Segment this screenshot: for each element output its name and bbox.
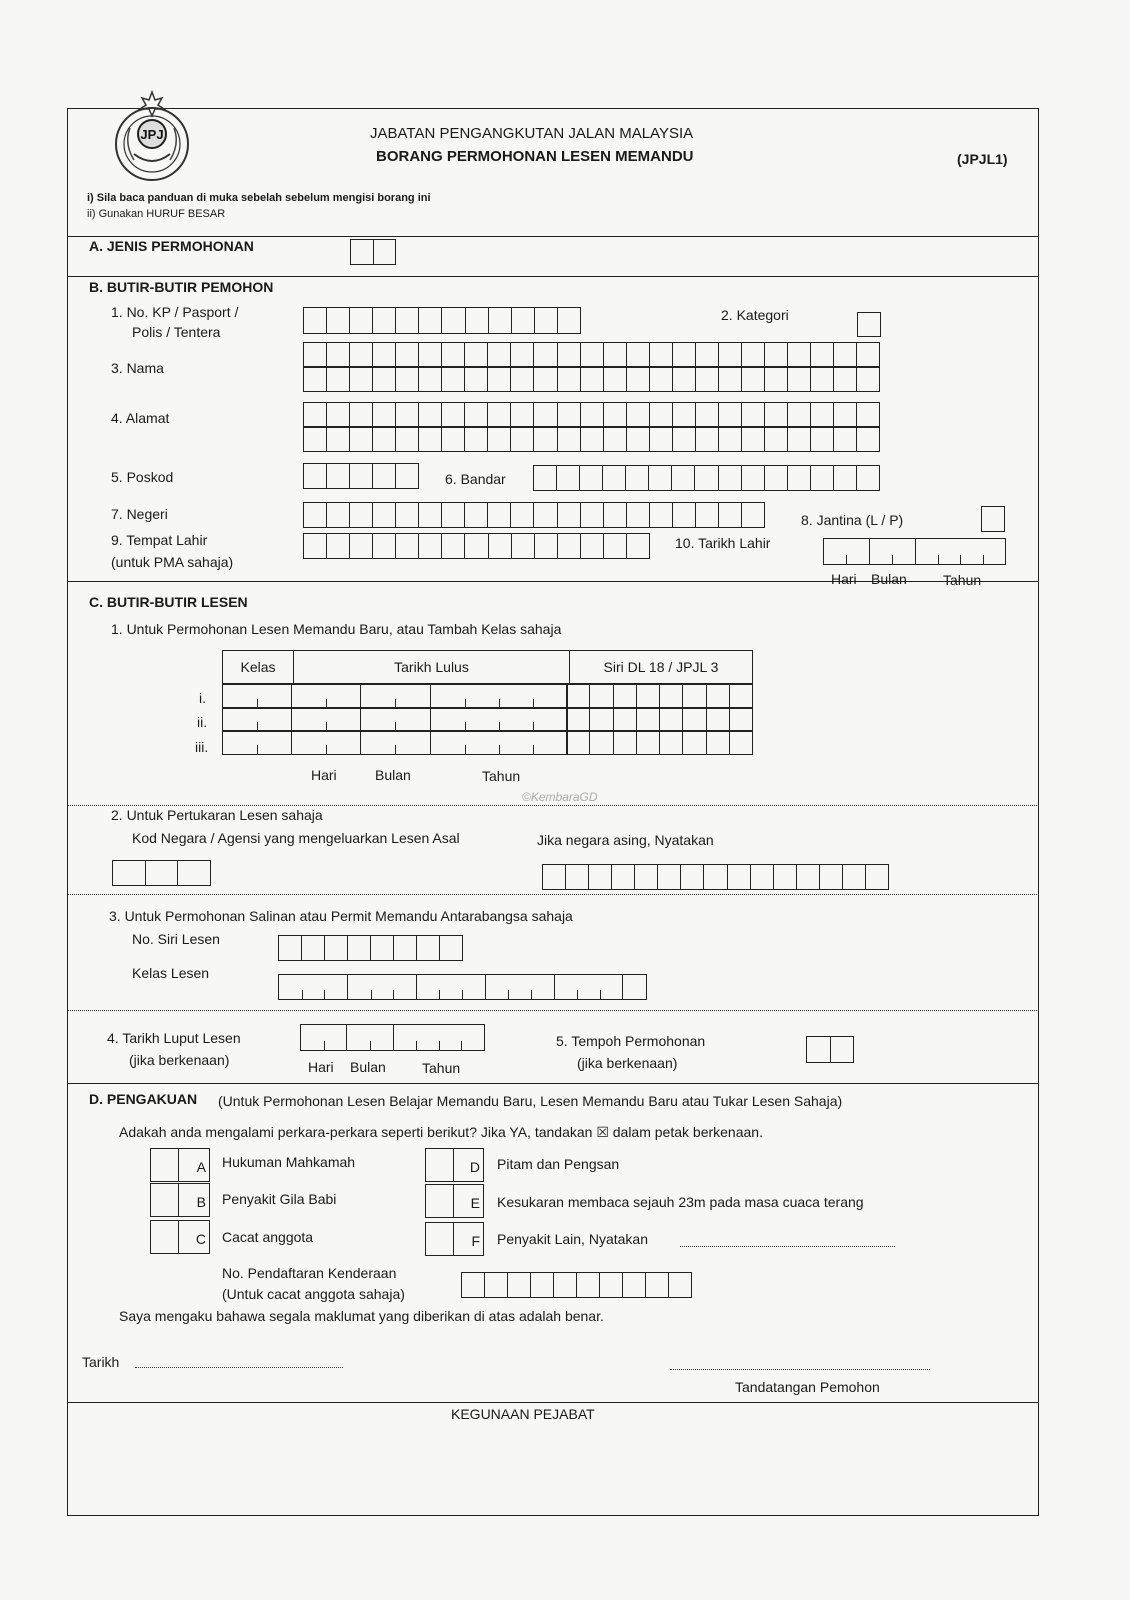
no-pendaftaran-note: (Untuk cacat anggota sahaja): [222, 1286, 405, 1302]
row-label: iii.: [195, 739, 209, 755]
negara-asing-label: Jika negara asing, Nyatakan: [537, 832, 714, 848]
bulan-label: Bulan: [350, 1059, 386, 1075]
row-label: ii.: [197, 714, 208, 730]
c2-label: 2. Untuk Pertukaran Lesen sahaja: [111, 807, 323, 823]
license-row-3-siri[interactable]: [566, 730, 753, 755]
license-row-1-date[interactable]: [222, 684, 568, 709]
code-c: C: [178, 1221, 209, 1253]
checkbox-c[interactable]: [150, 1220, 210, 1254]
alamat-input-2[interactable]: [303, 426, 880, 452]
tarikh-luput-label: 4. Tarikh Luput Lesen: [107, 1030, 241, 1046]
c1-label: 1. Untuk Permohonan Lesen Memandu Baru, atau Tambah Kelas sahaja: [111, 621, 562, 637]
jpj-logo: [104, 88, 200, 184]
item-e-label: Kesukaran membaca sejauh 23m pada masa cuaca terang: [497, 1194, 864, 1210]
col-kelas: Kelas: [223, 651, 294, 684]
divider: [67, 1402, 1039, 1403]
jantina-input[interactable]: [981, 506, 1005, 532]
svg-text:JPJ: JPJ: [140, 127, 164, 142]
section-a-title: A. JENIS PERMOHONAN: [89, 238, 254, 254]
tempoh-label: 5. Tempoh Permohonan: [556, 1033, 706, 1049]
tarikh-label: Tarikh: [82, 1354, 120, 1370]
bulan-label: Bulan: [375, 767, 411, 783]
signature-label: Tandatangan Pemohon: [735, 1379, 880, 1395]
item-a-label: Hukuman Mahkamah: [222, 1154, 356, 1170]
c3-label: 3. Untuk Permohonan Salinan atau Permit Memandu Antarabangsa sahaja: [109, 908, 573, 924]
jantina-label: 8. Jantina (L / P): [801, 512, 904, 528]
kategori-input[interactable]: [857, 312, 881, 337]
tarikh-input[interactable]: [135, 1367, 343, 1368]
code-b: B: [178, 1184, 209, 1216]
nama-input-2[interactable]: [303, 366, 880, 392]
bandar-input[interactable]: [533, 465, 880, 491]
instruction-1: i) Sila baca panduan di muka sebelah sebelum mengisi borang ini: [87, 192, 431, 204]
no-siri-input[interactable]: [278, 935, 463, 961]
form-code: (JPJL1): [957, 151, 1008, 167]
checkbox-a[interactable]: [150, 1148, 210, 1182]
kod-negara-label: Kod Negara / Agensi yang mengeluarkan Lesen Asal: [132, 830, 460, 846]
jenis-permohonan-input[interactable]: [350, 239, 396, 265]
section-b-title: B. BUTIR-BUTIR PEMOHON: [89, 279, 274, 295]
instruction-2: ii) Gunakan HURUF BESAR: [87, 208, 226, 220]
divider: [67, 1083, 1039, 1084]
ic-label: 1. No. KP / Pasport /: [111, 304, 239, 320]
col-siri: Siri DL 18 / JPJL 3: [570, 651, 753, 684]
item-c-label: Cacat anggota: [222, 1229, 314, 1245]
code-e: E: [453, 1185, 484, 1217]
poskod-label: 5. Poskod: [111, 469, 174, 485]
divider: [67, 1010, 1039, 1011]
license-row-2-siri[interactable]: [566, 707, 753, 732]
poskod-input[interactable]: [303, 463, 419, 489]
hari-label: Hari: [311, 767, 337, 783]
tarikh-luput-input[interactable]: [300, 1024, 485, 1051]
kelas-lesen-label: Kelas Lesen: [132, 965, 210, 981]
license-table: [222, 650, 753, 684]
ic-label-2: Polis / Tentera: [132, 324, 221, 340]
tahun-label: Tahun: [943, 572, 982, 588]
no-pendaftaran-label: No. Pendaftaran Kenderaan: [222, 1265, 397, 1281]
tarikh-lahir-input[interactable]: [823, 538, 1006, 565]
agency-name: JABATAN PENGANGKUTAN JALAN MALAYSIA: [370, 125, 694, 142]
tempat-lahir-note: (untuk PMA sahaja): [111, 554, 234, 570]
tarikh-lahir-label: 10. Tarikh Lahir: [675, 535, 771, 551]
kelas-lesen-input[interactable]: [278, 974, 647, 1000]
bandar-label: 6. Bandar: [445, 471, 506, 487]
checkbox-f[interactable]: [425, 1222, 484, 1256]
form-title: BORANG PERMOHONAN LESEN MEMANDU: [376, 148, 694, 165]
col-tarikh-lulus: Tarikh Lulus: [294, 651, 570, 684]
nama-input-1[interactable]: [303, 342, 880, 368]
code-d: D: [453, 1149, 484, 1181]
negeri-label: 7. Negeri: [111, 506, 168, 522]
nama-label: 3. Nama: [111, 360, 164, 376]
checkbox-d[interactable]: [425, 1148, 484, 1182]
checkbox-e[interactable]: [425, 1184, 484, 1218]
signature-input[interactable]: [670, 1369, 930, 1370]
kod-negara-input[interactable]: [112, 860, 211, 886]
kategori-label: 2. Kategori: [721, 307, 789, 323]
section-d-title: D. PENGAKUAN: [89, 1091, 198, 1107]
item-f-label: Penyakit Lain, Nyatakan: [497, 1231, 648, 1247]
alamat-label: 4. Alamat: [111, 410, 170, 426]
divider: [67, 805, 1039, 806]
license-row-3-date[interactable]: [222, 730, 568, 755]
tahun-label: Tahun: [482, 768, 521, 784]
tahun-label: Tahun: [422, 1060, 461, 1076]
item-d-label: Pitam dan Pengsan: [497, 1156, 620, 1172]
penyakit-lain-input[interactable]: [680, 1246, 895, 1247]
license-row-1-siri[interactable]: [566, 684, 753, 709]
code-f: F: [453, 1223, 484, 1255]
row-label: i.: [199, 690, 206, 706]
divider: [67, 276, 1039, 277]
code-a: A: [178, 1149, 209, 1181]
tempoh-input[interactable]: [806, 1036, 854, 1063]
tempat-lahir-label: 9. Tempat Lahir: [111, 532, 208, 548]
no-siri-label: No. Siri Lesen: [132, 931, 220, 947]
section-d-subtitle: (Untuk Permohonan Lesen Belajar Memandu Baru, Lesen Memandu Baru atau Tukar Lesen Sahaja): [218, 1093, 843, 1109]
no-pendaftaran-input[interactable]: [461, 1272, 692, 1298]
declaration-question: Adakah anda mengalami perkara-perkara seperti berikut? Jika YA, tandakan ☒ dalam petak berkenaan.: [119, 1124, 763, 1140]
tempoh-note: (jika berkenaan): [577, 1055, 678, 1071]
divider: [67, 894, 1039, 895]
item-b-label: Penyakit Gila Babi: [222, 1191, 337, 1207]
ic-number-input[interactable]: [303, 307, 581, 334]
negeri-input[interactable]: [303, 502, 765, 528]
alamat-input-1[interactable]: [303, 402, 880, 428]
negara-asing-input[interactable]: [542, 864, 889, 890]
section-c-title: C. BUTIR-BUTIR LESEN: [89, 594, 248, 610]
hari-label: Hari: [308, 1059, 334, 1075]
tarikh-luput-note: (jika berkenaan): [129, 1052, 230, 1068]
license-row-2-date[interactable]: [222, 707, 568, 732]
checkbox-b[interactable]: [150, 1183, 210, 1217]
hari-label: Hari: [831, 571, 857, 587]
tempat-lahir-input[interactable]: [303, 533, 650, 559]
office-use-title: KEGUNAAN PEJABAT: [451, 1406, 595, 1422]
bulan-label: Bulan: [871, 571, 907, 587]
watermark: ©KembaraGD: [522, 790, 598, 804]
divider: [67, 236, 1039, 237]
declaration-text: Saya mengaku bahawa segala maklumat yang diberikan di atas adalah benar.: [119, 1308, 604, 1324]
